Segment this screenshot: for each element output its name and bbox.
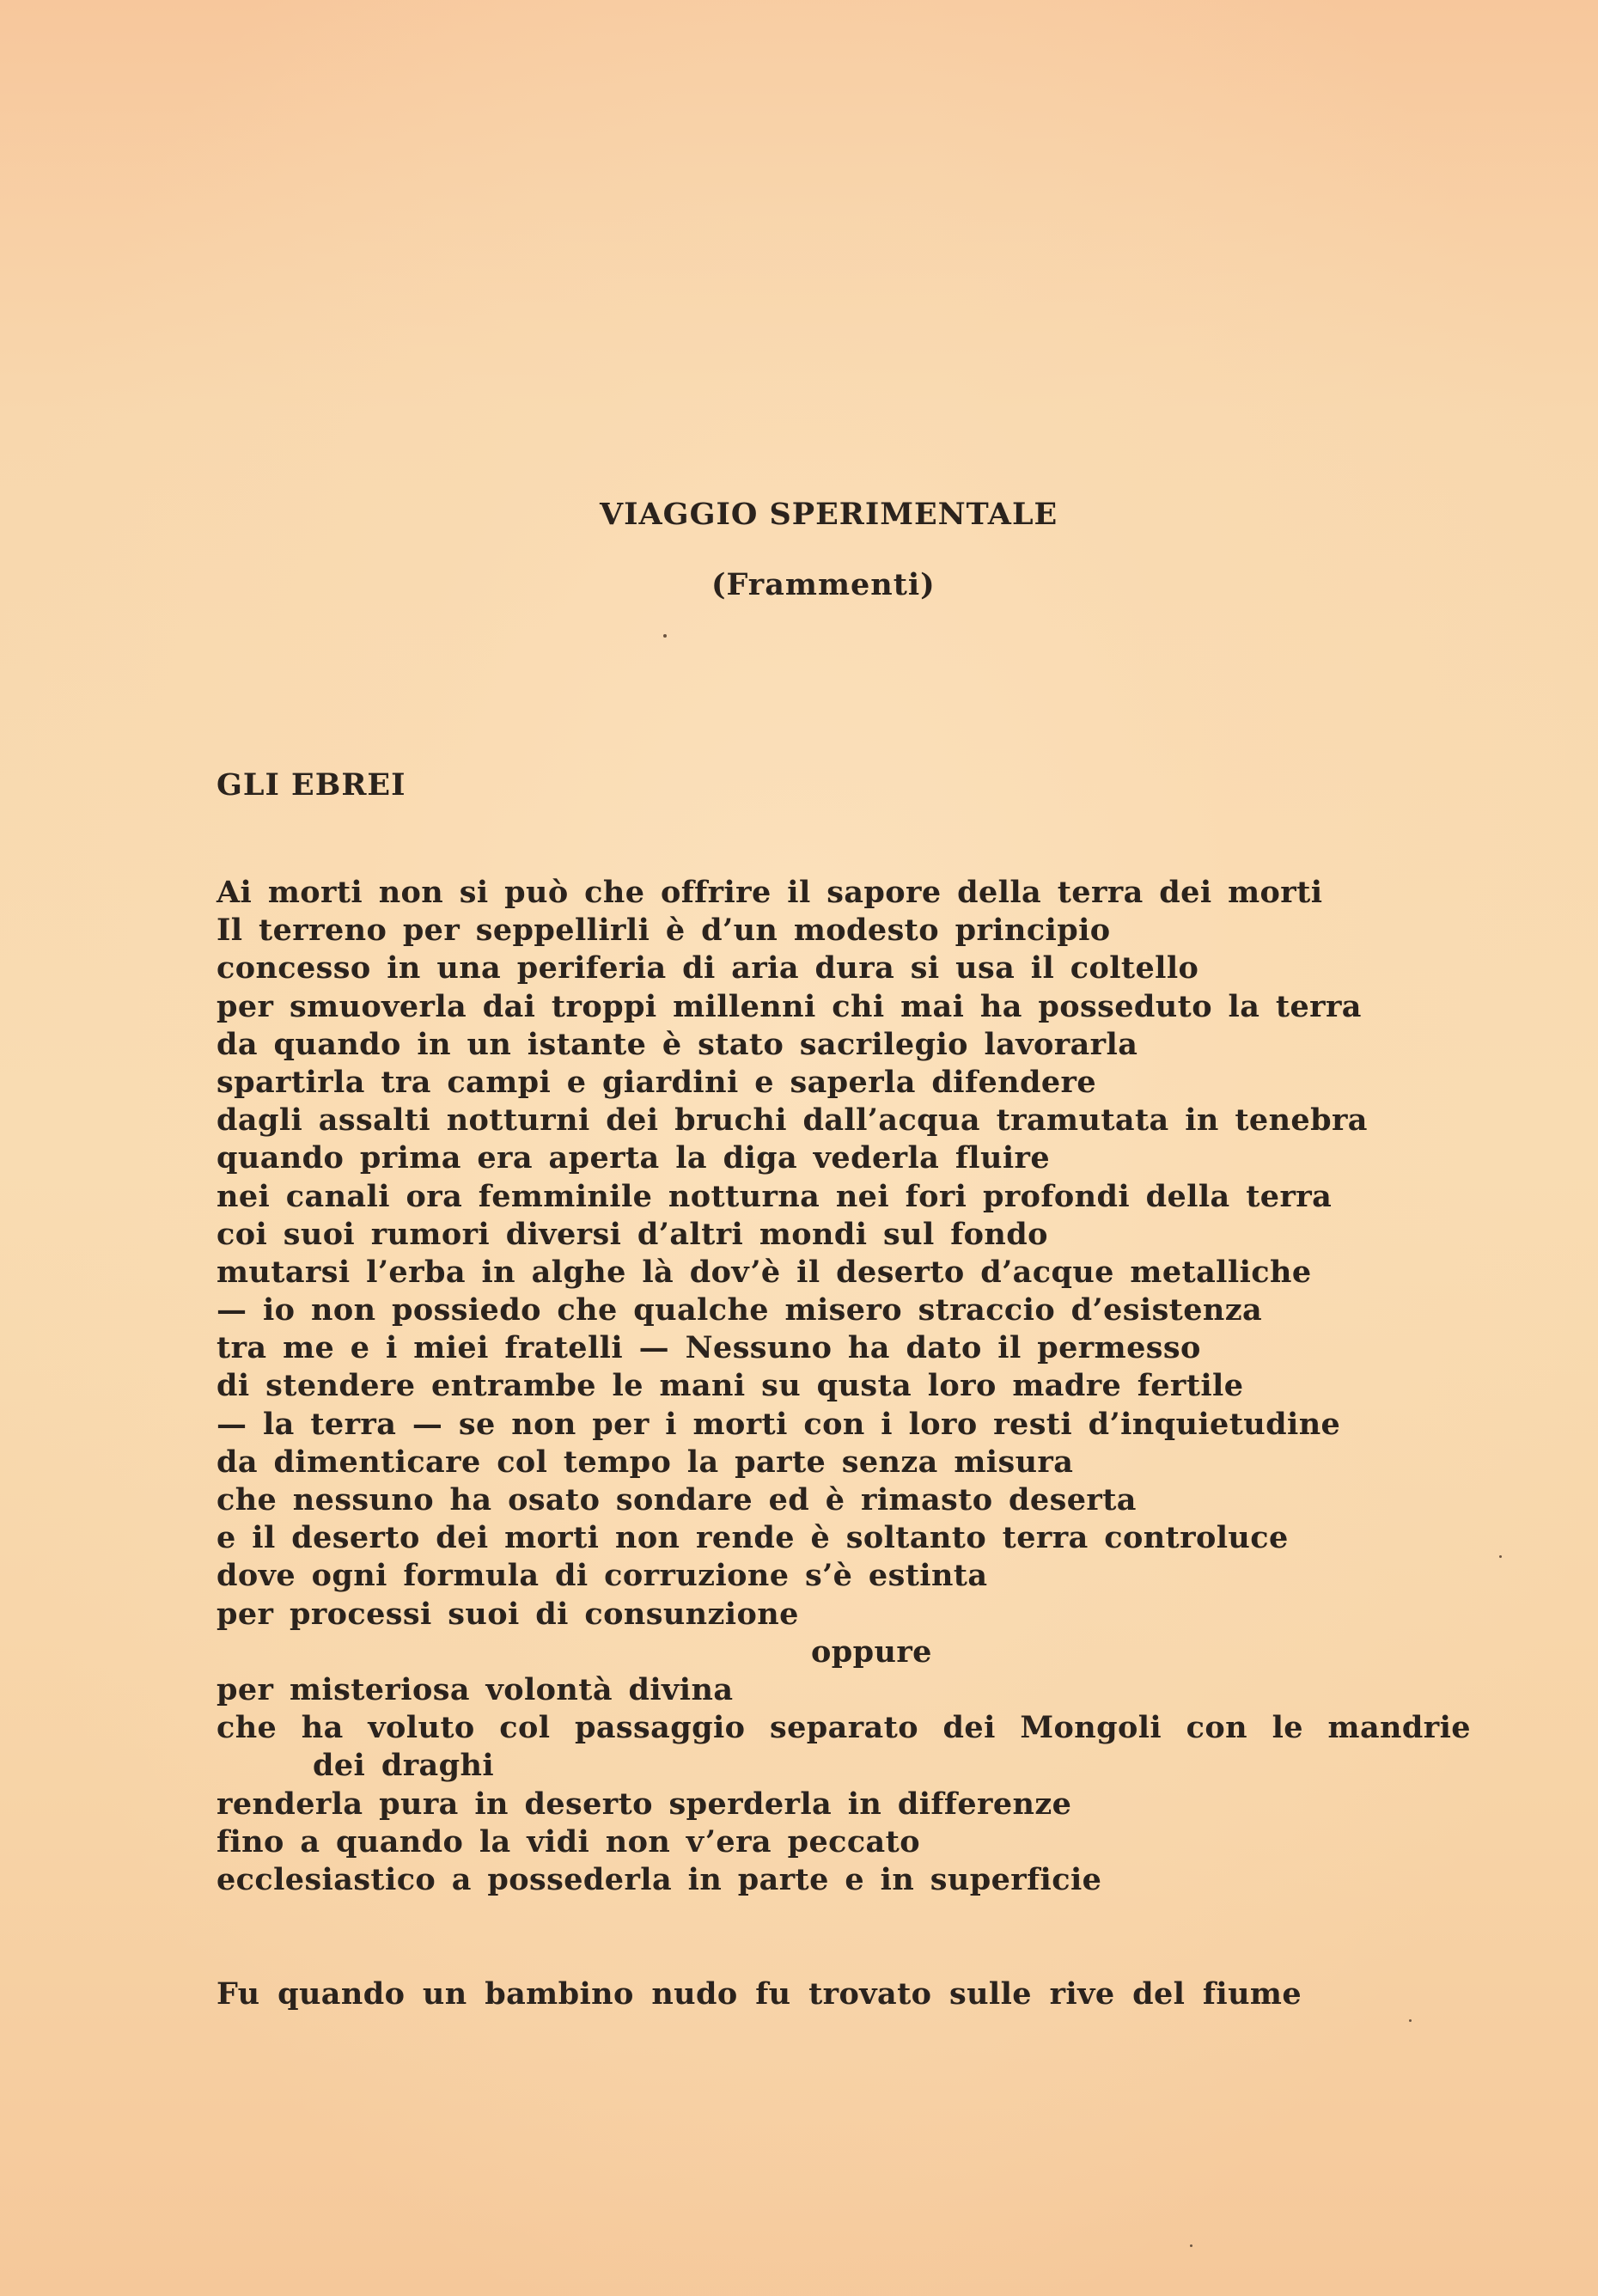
poem-line: da dimenticare col tempo la parte senza misura <box>217 1444 1074 1480</box>
poem-line: concesso in una periferia di aria dura si usa il coltello <box>217 950 1199 986</box>
poem-line: da quando in un istante è stato sacrilegio lavorarla <box>217 1026 1138 1062</box>
poem-title: VIAGGIO SPERIMENTALE <box>600 497 1058 532</box>
poem-line: oppure <box>811 1633 932 1670</box>
poem-line: per smuoverla dai troppi millenni chi mai ha posseduto la terra <box>217 988 1362 1024</box>
poem-line: ecclesiastico a possederla in parte e in superficie <box>217 1861 1102 1897</box>
poem-line: dagli assalti notturni dei bruchi dall’acqua tramutata in tenebra <box>217 1102 1368 1139</box>
poem-line: — io non possiedo che qualche misero straccio d’esistenza <box>217 1292 1263 1328</box>
poem-closing-line: Fu quando un bambino nudo fu trovato sulle rive del fiume <box>217 1976 1302 2012</box>
paper-speck <box>1190 2244 1192 2247</box>
poem-line: dove ogni formula di corruzione s’è estinta <box>217 1558 988 1594</box>
poem-line: tra me e i miei fratelli — Nessuno ha dato il permesso <box>217 1330 1201 1366</box>
poem-line: coi suoi rumori diversi d’altri mondi sul fondo <box>217 1216 1048 1252</box>
paper-speck <box>663 634 667 638</box>
poem-line: spartirla tra campi e giardini e saperla difendere <box>217 1064 1097 1100</box>
poem-line: mutarsi l’erba in alghe là dov’è il deserto d’acque metalliche <box>217 1254 1312 1290</box>
poem-line: che nessuno ha osato sondare ed è rimasto deserta <box>217 1482 1137 1517</box>
poem-line: per misteriosa volontà divina <box>217 1671 734 1707</box>
poem-line: di stendere entrambe le mani su qusta loro madre fertile <box>217 1368 1244 1404</box>
poem-line: e il deserto dei morti non rende è soltanto terra controluce <box>217 1520 1289 1556</box>
paper-speck <box>1499 1555 1502 1558</box>
poem-line: — la terra — se non per i morti con i loro resti d’inquietudine <box>217 1406 1341 1442</box>
poem-line: Il terreno per seppellirli è d’un modesto principio <box>217 913 1111 949</box>
poem-line: nei canali ora femminile notturna nei fori profondi della terra <box>217 1178 1333 1214</box>
poem-line: per processi suoi di consunzione <box>217 1596 799 1632</box>
section-heading: GLI EBREI <box>217 767 406 803</box>
poem-line: fino a quando la vidi non v’era peccato <box>217 1823 920 1859</box>
poem-line: renderla pura in deserto sperderla in differenze <box>217 1786 1072 1822</box>
poem-line: Ai morti non si può che offrire il sapore della terra dei morti <box>217 875 1323 910</box>
poem-line: che ha voluto col passaggio separato dei Mongoli con le mandrie <box>217 1710 1471 1746</box>
poem-line: quando prima era aperta la diga vederla fluire <box>217 1140 1051 1176</box>
poem-body <box>217 874 1505 1899</box>
paper-speck <box>1409 2019 1412 2022</box>
poem-line-continuation: dei draghi <box>313 1748 495 1784</box>
poem-subtitle: (Frammenti) <box>711 567 936 602</box>
